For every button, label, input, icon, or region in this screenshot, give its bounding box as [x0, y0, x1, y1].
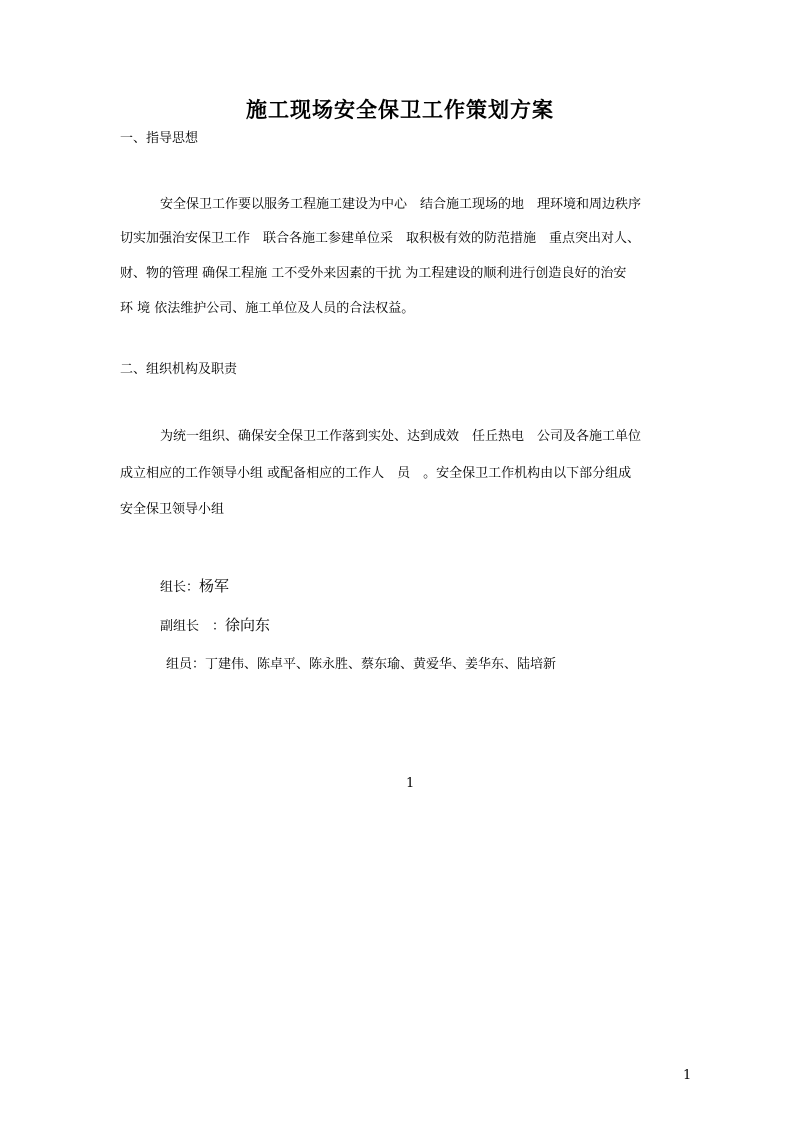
members-label: 组员： — [166, 657, 206, 672]
footer-page-number: 1 — [683, 1068, 692, 1083]
paragraph-line: 成立相应的工作领导小组 或配备相应的工作人 员 。安全保卫工作机构由以下部分组成 — [120, 466, 632, 481]
members-names: 丁建伟、陈卓平、陈永胜、蔡东瑜、黄爱华、姜华东、陆培新 — [205, 657, 557, 672]
paragraph-line: 财、物的管理 确保工程施 工不受外来因素的干扰 为工程建设的顺利进行创造良好的治安 — [120, 266, 627, 281]
leader-row — [160, 575, 229, 596]
leader-label: 组长： — [160, 580, 200, 595]
document-title: 施工现场安全保卫工作策划方案 — [246, 97, 554, 122]
deputy-row — [160, 614, 270, 635]
inline-page-number: 1 — [406, 776, 415, 791]
paragraph-line: 安全保卫工作要以服务工程施工建设为中心 结合施工现场的地 理环境和周边秩序 — [160, 197, 642, 212]
paragraph-line: 安全保卫领导小组 — [120, 502, 225, 517]
leader-name: 杨军 — [199, 577, 230, 595]
section-heading-organization: 二、组织机构及职责 — [120, 362, 238, 377]
deputy-name: 徐向东 — [225, 616, 271, 634]
section-heading-guiding-ideology: 一、指导思想 — [120, 131, 199, 146]
members-row — [166, 653, 556, 672]
deputy-label: 副组长 ： — [160, 619, 226, 634]
paragraph-line: 为统一组织、确保安全保卫工作落到实处、达到成效 任丘热电 公司及各施工单位 — [160, 429, 642, 444]
paragraph-line: 切实加强治安保卫工作 联合各施工参建单位采 取积极有效的防范措施 重点突出对人、 — [120, 231, 641, 246]
paragraph-line: 环 境 依法维护公司、施工单位及人员的合法权益。 — [120, 301, 415, 316]
